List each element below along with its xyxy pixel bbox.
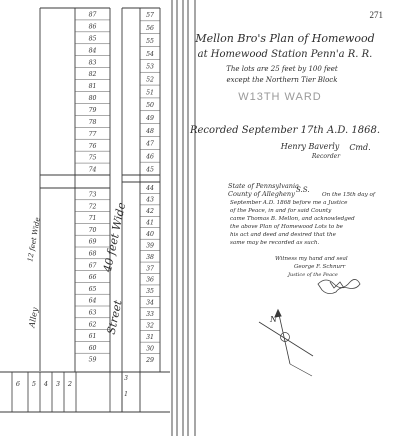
ack-body-line: his act and deed and desired that the	[230, 232, 336, 238]
seal-mark	[318, 279, 360, 293]
lot-number: 40	[146, 230, 154, 238]
lot-number: 68	[88, 250, 97, 258]
justice-name: George F. Schnurr	[294, 264, 346, 270]
lot-number: 2	[67, 380, 73, 388]
lot-number: 74	[88, 166, 97, 174]
lot-number: 56	[146, 25, 154, 33]
lot-number: 69	[88, 238, 97, 246]
lot-number: 81	[88, 83, 97, 91]
lot-number: 83	[88, 59, 97, 67]
lot-number: 85	[88, 35, 97, 43]
lot-number: 71	[88, 215, 97, 223]
lot-number: 31	[146, 333, 154, 341]
lot-number: 29	[146, 356, 154, 364]
lot-number: 65	[88, 285, 97, 293]
acknowledgment-block	[228, 182, 376, 278]
compass-north-label: N	[270, 315, 277, 324]
page-number: 271	[369, 10, 383, 20]
recorder-title: Recorder	[311, 153, 341, 160]
ack-body-line: On the 15th day of	[322, 192, 375, 198]
recorder-name: Henry Baverly	[280, 142, 340, 151]
lot-number: 46	[146, 153, 154, 161]
lot-number: 53	[146, 63, 154, 71]
lot-number: 57	[146, 12, 154, 20]
note-line2: except the Northern Tier Block	[226, 76, 338, 84]
lot-number: 54	[146, 50, 154, 58]
lot-number: 30	[146, 345, 154, 353]
ack-body-line: same may be recorded as such.	[230, 240, 320, 246]
lot-number: 39	[146, 242, 154, 250]
lot-number: 33	[146, 311, 154, 319]
lot-number: 66	[88, 274, 97, 282]
lot-number: 6	[15, 380, 21, 388]
lot-number: 3	[124, 375, 128, 382]
lot-number: 35	[146, 288, 154, 296]
lot-number: 49	[146, 115, 154, 123]
ack-body-line: the above Plan of Homewood Lots to be	[230, 224, 343, 230]
lot-number: 34	[146, 299, 154, 307]
lot-number: 45	[146, 166, 154, 174]
lot-number: 47	[146, 140, 154, 148]
alley-label: Alley	[27, 306, 40, 329]
title-line1: Mellon Bro's Plan of Homewood	[195, 32, 375, 45]
lot-number: 1	[124, 391, 128, 398]
lot-number: 86	[88, 23, 97, 31]
lot-number: 51	[146, 89, 154, 97]
recorded-line: Recorded September 17th A.D. 1868.	[189, 125, 381, 136]
lot-number: 67	[88, 262, 97, 270]
title-block	[189, 32, 380, 160]
lot-number: 52	[146, 76, 154, 84]
bottom-lot-dividers	[12, 372, 122, 412]
lot-number: 3	[55, 380, 61, 388]
lot-grid	[0, 0, 195, 436]
lot-number: 4	[43, 380, 49, 388]
lot-number: 42	[146, 208, 154, 216]
lot-number: 72	[88, 203, 97, 211]
lot-number: 82	[88, 71, 97, 79]
lot-number: 5	[31, 380, 37, 388]
lot-number: 50	[146, 102, 154, 110]
ack-body-line: September A.D. 1868 before me a Justice	[230, 200, 348, 206]
lot-number: 79	[88, 107, 97, 115]
compass-rose	[259, 310, 313, 376]
lot-number: 73	[88, 191, 97, 199]
lot-number: 37	[146, 265, 154, 273]
alley-width-label: 12 feet Wide	[26, 216, 42, 263]
lot-number: 63	[88, 309, 97, 317]
lot-number: 76	[88, 142, 97, 150]
lot-number: 64	[88, 297, 97, 305]
ack-witness: Witness my hand and seal	[275, 256, 348, 262]
lot-number: 77	[88, 130, 97, 138]
ack-body	[230, 192, 376, 246]
lot-number: 32	[146, 322, 154, 330]
bottom-lot-numbers	[16, 375, 128, 398]
lot-number: 59	[88, 356, 97, 364]
lot-number: 70	[88, 226, 97, 234]
ack-body-line: of the Peace, in and for said County	[230, 208, 332, 214]
justice-title: Justice of the Peace	[288, 272, 338, 278]
lot-number: 78	[88, 118, 97, 126]
lot-number: 36	[146, 276, 154, 284]
lot-number: 38	[146, 253, 154, 261]
lot-number: 75	[88, 154, 97, 162]
lot-number: 62	[88, 321, 97, 329]
recorder-initials: Cmd.	[349, 143, 371, 152]
ward-stamp: W13TH WARD	[238, 91, 322, 103]
lot-number: 43	[146, 196, 154, 204]
street-width-label: 40 feet Wide	[100, 201, 129, 274]
ack-body-line: came Thomas B. Mellon, and acknowledged	[230, 216, 355, 222]
lot-number: 84	[88, 47, 97, 55]
ack-county: County of Allegheny	[228, 190, 295, 198]
ack-state: State of Pennsylvania	[228, 182, 299, 190]
note-line1: The lots are 25 feet by 100 feet	[226, 65, 338, 73]
title-line2: at Homewood Station Penn'a R. R.	[197, 49, 373, 60]
lot-number: 60	[88, 344, 97, 352]
ack-ss: S.S.	[296, 186, 310, 194]
lot-number: 61	[88, 333, 97, 341]
street-label: Street	[104, 298, 125, 336]
lot-number: 44	[146, 185, 154, 193]
lot-number: 80	[88, 95, 97, 103]
lot-number: 87	[88, 11, 97, 19]
lot-number: 41	[146, 219, 154, 227]
lot-number: 55	[146, 37, 154, 45]
lot-number: 48	[146, 127, 154, 135]
